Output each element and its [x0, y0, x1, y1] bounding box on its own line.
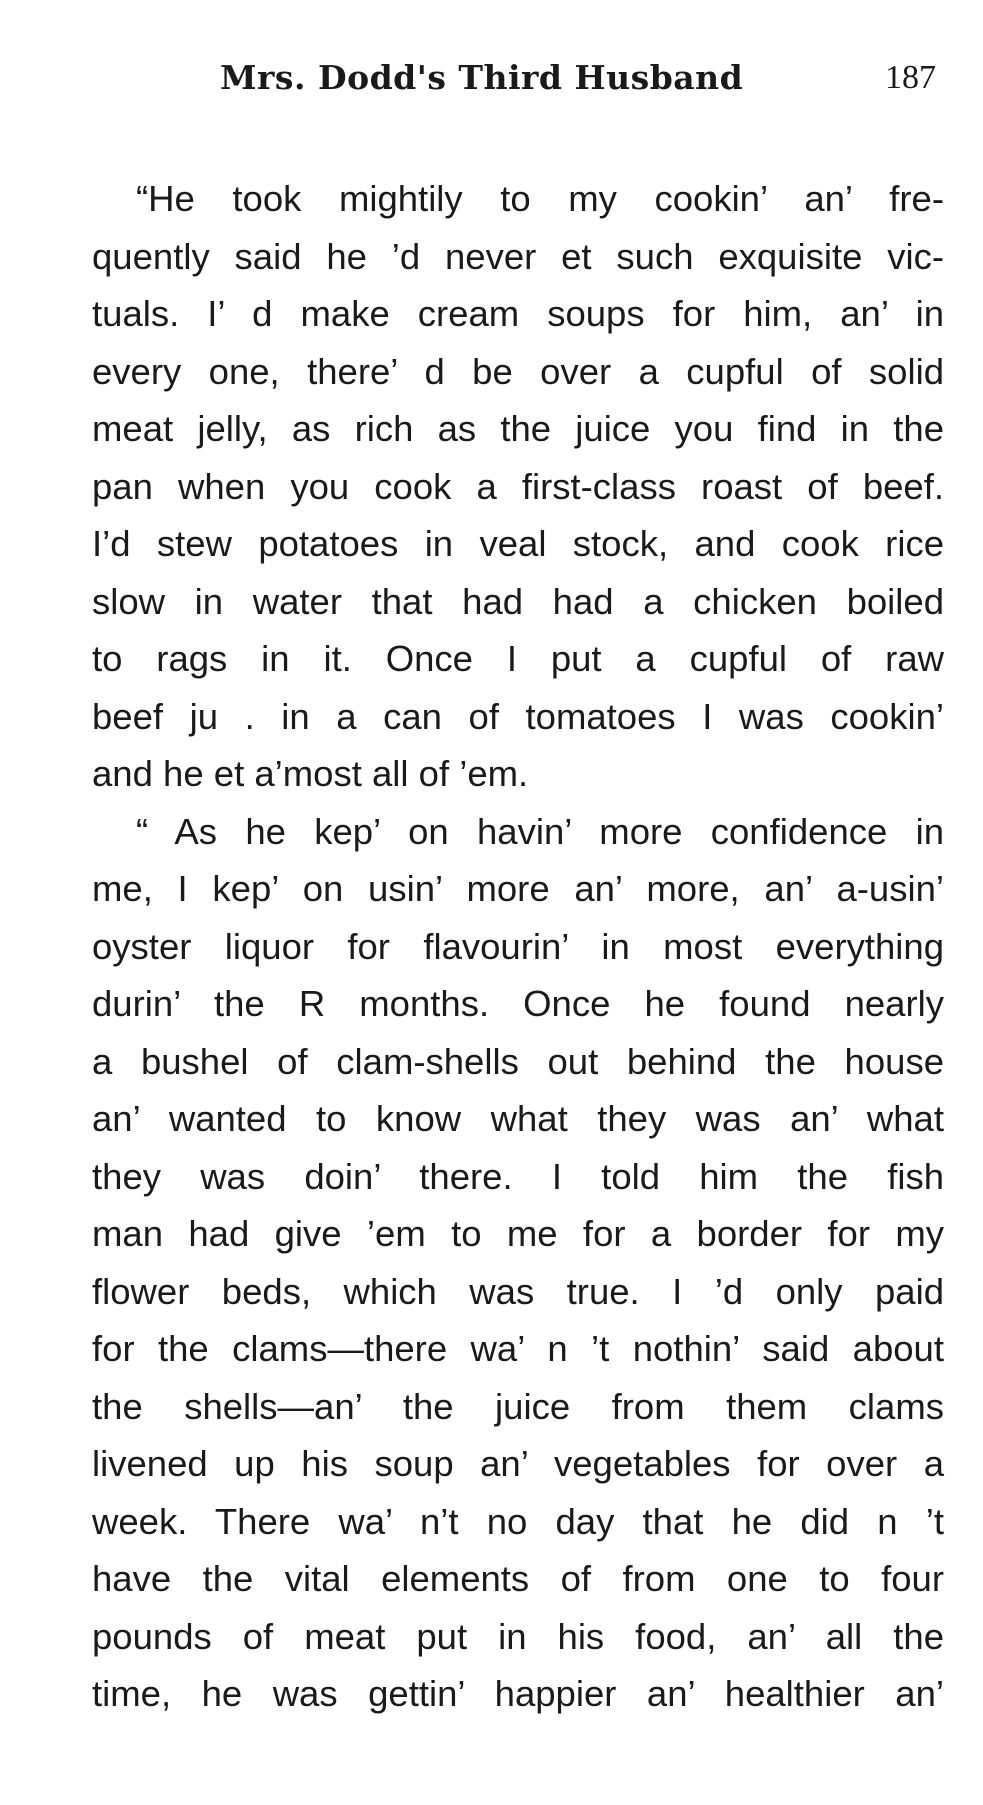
text-line: meat jelly, as rich as the juice you find in the — [92, 408, 944, 449]
text-line: “ As he kep’ on havin’ more confidence in — [136, 810, 944, 852]
text-line: they was doin’ there. I told him the fish — [92, 1155, 944, 1197]
text-line: have the vital elements of from one to four — [92, 1558, 944, 1599]
text-line: a bushel of clam-shells out behind the house — [92, 1040, 944, 1082]
text-line: beef ju . in a can of tomatoes I was cookin’ — [92, 695, 944, 737]
text-line: every one, there’ d be over a cupful of solid — [92, 350, 944, 392]
paragraph-1 — [92, 170, 944, 803]
text-line: quently said he ’d never et such exquisite vic- — [92, 235, 944, 277]
running-head — [92, 48, 944, 108]
text-line: week. There wa’ n’t no day that he did n ’t — [92, 1500, 944, 1542]
text-line: pounds of meat put in his food, an’ all the — [92, 1615, 944, 1657]
text-line: slow in water that had had a chicken boiled — [92, 580, 944, 622]
text-line: man had give ’em to me for a border for my — [92, 1213, 944, 1254]
text-line: time, he was gettin’ happier an’ healthier an’ — [92, 1673, 944, 1714]
text-line: flower beds, which was true. I ’d only paid — [92, 1270, 944, 1312]
text-line: oyster liquor for flavourin’ in most everything — [92, 925, 944, 967]
text-line: tuals. I’ d make cream soups for him, an’ in — [92, 293, 944, 334]
text-line: and he et a’most all of ’em. — [92, 753, 529, 794]
text-line: for the clams—there wa’ n ’t nothin’ said about — [92, 1328, 944, 1369]
paragraph-2 — [92, 803, 944, 1723]
text-line: to rags in it. Once I put a cupful of raw — [92, 638, 944, 679]
text-line: me, I kep’ on usin’ more an’ more, an’ a-usin’ — [92, 868, 944, 909]
text-line: I’d stew potatoes in veal stock, and cook rice — [92, 523, 944, 564]
page-number: 187 — [885, 59, 936, 96]
body-text — [92, 170, 944, 1723]
text-line: an’ wanted to know what they was an’ what — [92, 1098, 944, 1139]
text-line: livened up his soup an’ vegetables for over a — [92, 1443, 944, 1484]
running-title: Mrs. Dodd's Third Husband — [220, 58, 744, 97]
text-line: “He took mightily to my cookin’ an’ fre- — [136, 178, 944, 219]
text-line: pan when you cook a first-class roast of beef. — [92, 465, 944, 507]
text-line: durin’ the R months. Once he found nearly — [92, 983, 944, 1024]
text-line: the shells—an’ the juice from them clams — [92, 1385, 944, 1427]
